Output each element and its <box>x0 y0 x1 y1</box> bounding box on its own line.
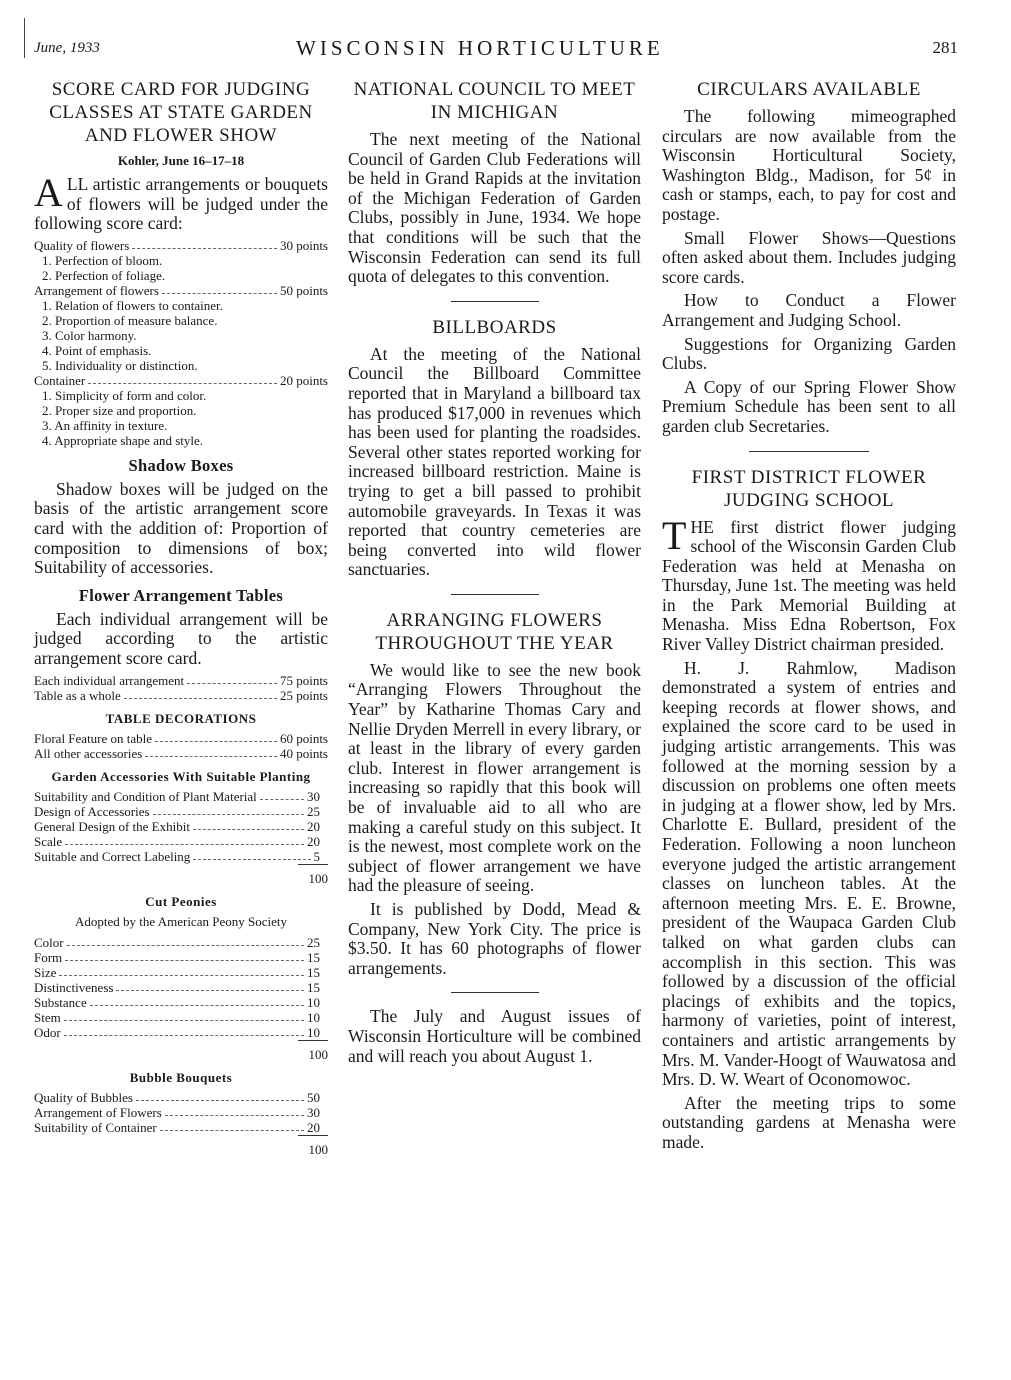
page-number: 281 <box>932 38 958 57</box>
circular-item: Small Flower Shows—Questions often asked about them. Includes judging score cards. <box>662 227 956 287</box>
judging-school-p1 <box>662 512 956 655</box>
publication-title: WISCONSIN HORTICULTURE <box>296 36 664 60</box>
score-row: Suitability and Condition of Plant Material 30 <box>34 788 320 804</box>
score-item: 2. Perfection of foliage. <box>42 267 166 283</box>
peonies-total: 100 <box>298 1040 328 1062</box>
score-item: 2. Proportion of measure balance. <box>42 312 218 328</box>
score-row: Stem 10 <box>34 1009 320 1025</box>
tables-text: Each individual arrangement will be judged according to the artistic arrangement score card. <box>34 608 328 668</box>
cut-peonies-heading: Cut Peonies <box>145 893 217 909</box>
circular-item: A Copy of our Spring Flower Show Premium Schedule has been sent to all garden club Secretaries. <box>662 376 956 436</box>
accessories-total: 100 <box>298 864 328 886</box>
judging-school-p1-text: HE first district flower judging school of the Wisconsin Garden Club Federation was held at Menasha on Thursday, June 1st. The meeting was held in the Park Memorial Building at Menasha. Miss Edna Robertson, Fox River Valley District chairman presided. <box>662 516 956 655</box>
bubble-bouquets-heading: Bubble Bouquets <box>129 1069 233 1085</box>
score-row: Table as a whole 25 points <box>34 687 328 703</box>
billboards-headline: BILLBOARDS <box>432 316 557 338</box>
score-item: 1. Relation of flowers to container. <box>42 297 223 313</box>
circulars-intro: The following mimeographed circulars are now available from the Wisconsin Horticultural Society, Washington Bldg., Madison, for 5¢ in cash or stamps, each, to pay for cost and postage. <box>662 106 956 224</box>
score-row: Distinctiveness 15 <box>34 979 320 995</box>
score-row: Quality of Bubbles 50 <box>34 1089 320 1105</box>
judging-school-p2: H. J. Rahmlow, Madison demonstrated a system of entries and keeping records at flower shows, and explained the score card to be used in judging artistic arrangements. This was followed at the morning session by a discussion on problems one often meets in judging at a flower show, led by Mrs. Charlotte E. Bullard, president of the Federation. Following a noon luncheon everyone judged the artistic arrangement classes on luncheon tables. At the afternoon meeting Mrs. E. E. Browne, president of the Waupaca Garden Club talked on what garden clubs can accomplish in this section. This was followed by a discussion of the official placings of exhibits and the topics, harmony of varieties, point of interest, containers and artistic arrangements by Mrs. M. Vander-Hoogt of Wauwatosa and Mrs. D. W. Weart of Oconomowoc. <box>662 657 956 1090</box>
score-row: Scale 20 <box>34 833 320 849</box>
column-score-card <box>34 78 328 1161</box>
divider <box>451 594 539 595</box>
score-row: Suitable and Correct Labeling 5 <box>34 848 320 864</box>
score-card-intro <box>34 170 328 234</box>
score-row: Substance 10 <box>34 994 320 1010</box>
score-card-byline: Kohler, June 16–17–18 <box>117 153 245 168</box>
score-item: 1. Simplicity of form and color. <box>42 387 207 403</box>
judging-school-headline: FIRST DISTRICT FLOWER JUDGING SCHOOL <box>691 466 927 511</box>
score-row: Arrangement of Flowers 30 <box>34 1104 320 1120</box>
arranging-headline: ARRANGING FLOWERS THROUGHOUT THE YEAR <box>375 609 614 654</box>
tables-heading: Flower Arrangement Tables <box>78 585 284 605</box>
margin-rule <box>24 18 25 58</box>
score-row: All other accessories 40 points <box>34 745 328 761</box>
score-row: Container 20 points <box>34 372 328 388</box>
arranging-text: We would like to see the new book “Arranging Flowers Throughout the Year” by Katharine Thomas Cary and Nellie Dryden Merrell in every library, or at least in the library of every garden club. Interest in flower arrangement is increasing so rapidly that this book will be of invaluable aid to all who are making a careful study on this subject. It is the newest, most complete work on the subject of flower arrangement we have had the pleasure of seeing. <box>348 659 641 896</box>
score-row: Odor 10 <box>34 1024 320 1040</box>
score-row: Each individual arrangement 75 points <box>34 672 328 688</box>
artistic-score-list <box>34 238 328 448</box>
divider <box>451 992 539 993</box>
score-row: Floral Feature on table 60 points <box>34 730 328 746</box>
council-headline: NATIONAL COUNCIL TO MEET IN MICHIGAN <box>353 79 636 123</box>
score-item: 3. An affinity in texture. <box>42 417 168 433</box>
circular-item: Suggestions for Organizing Garden Clubs. <box>662 333 956 374</box>
score-row: Arrangement of flowers 50 points <box>34 282 328 298</box>
bubble-total: 100 <box>298 1135 328 1157</box>
circulars-headline: CIRCULARS AVAILABLE <box>697 79 921 100</box>
score-item: 5. Individuality or distinction. <box>42 357 198 373</box>
score-item: 4. Point of emphasis. <box>42 342 152 358</box>
divider <box>749 451 869 452</box>
score-item: 1. Perfection of bloom. <box>42 252 163 268</box>
score-item: 3. Color harmony. <box>42 327 137 343</box>
dropcap-t: T <box>662 512 687 558</box>
score-row: Size 15 <box>34 964 320 980</box>
dropcap-a: A <box>34 170 63 215</box>
score-item: 4. Appropriate shape and style. <box>42 432 204 448</box>
score-item: 2. Proper size and proportion. <box>42 402 197 418</box>
score-row: General Design of the Exhibit 20 <box>34 818 320 834</box>
score-row: Suitability of Container 20 <box>34 1119 320 1135</box>
july-august-note: The July and August issues of Wisconsin Horticulture will be combined and will reach you about August 1. <box>348 1006 641 1066</box>
shadow-boxes-heading: Shadow Boxes <box>128 455 234 475</box>
cut-peonies-adopted: Adopted by the American Peony Society <box>75 913 287 929</box>
score-row: Quality of flowers 30 points <box>34 237 328 253</box>
column-news <box>348 78 641 1070</box>
page-header <box>34 36 958 66</box>
score-row: Form 15 <box>34 949 320 965</box>
column-circulars <box>662 78 956 1157</box>
score-card-intro-text: LL artistic arrangements or bouquets of flowers will be judged under the following score card: <box>34 174 328 234</box>
divider <box>451 301 539 302</box>
billboards-text: At the meeting of the National Council the Billboard Committee reported that in Maryland a billboard tax has produced $17,000 in revenues which has been used for planting the roadsides. Several other states reported working for increased billboard restriction. Maine is trying to get a bill passed to prohibit automobile graveyards. In Texas it was reported that country cemeteries are being converted into wild flower sanctuaries. <box>348 343 641 580</box>
table-decorations-heading: TABLE DECORATIONS <box>105 710 257 726</box>
issue-date: June, 1933 <box>34 40 100 56</box>
shadow-boxes-text: Shadow boxes will be judged on the basis of the artistic arrangement score card with the addition of: Proportion of composition to dimensions of box; Suitability of accessories. <box>34 478 328 578</box>
score-row: Design of Accessories 25 <box>34 803 320 819</box>
circular-item: How to Conduct a Flower Arrangement and Judging School. <box>662 290 956 330</box>
arranging-text-2: It is published by Dodd, Mead & Company, New York City. The price is $3.50. It has 60 photographs of flower arrangements. <box>348 899 641 978</box>
judging-school-p3: After the meeting trips to some outstanding gardens at Menasha were made. <box>662 1092 956 1152</box>
garden-accessories-heading: Garden Accessories With Suitable Planting <box>51 768 311 784</box>
score-card-headline: SCORE CARD FOR JUDGING CLASSES AT STATE GARDEN AND FLOWER SHOW <box>49 79 313 146</box>
score-row: Color 25 <box>34 934 320 950</box>
council-text: The next meeting of the National Council of Garden Club Federations will be held in Grand Rapids at the invitation of the Michigan Federation of Garden Clubs, possibly in June, 1934. We hope that conditions will be such that the Wisconsin Federation can send its full quota of delegates to this convention. <box>348 129 641 287</box>
